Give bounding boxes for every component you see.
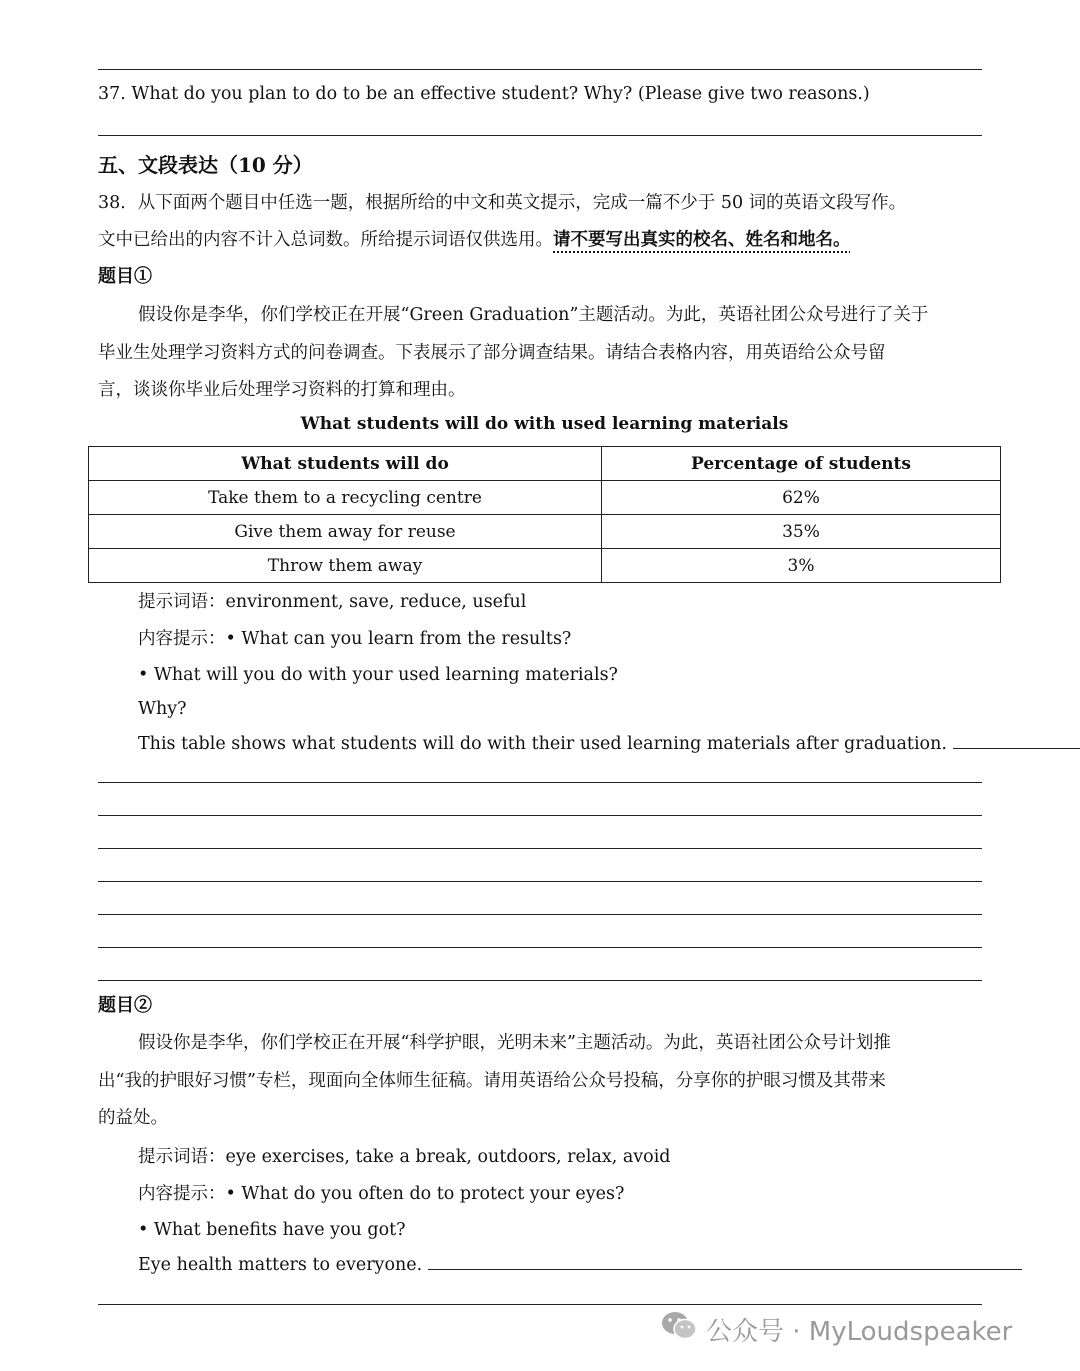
topic-2-starter xyxy=(138,1251,1022,1277)
topic-2-hint-words: 提示词语：eye exercises, take a break, outdoors, relax, avoid xyxy=(138,1147,671,1167)
table-cell: Take them to a recycling centre xyxy=(89,481,602,515)
instruction-text: 文中已给出的内容不计入总词数。所给提示词语仅供选用。 xyxy=(98,230,553,250)
writing-line[interactable] xyxy=(98,848,982,849)
warning-text: 请不要写出真实的校名、姓名和地名。 xyxy=(553,230,851,250)
table-title: What students will do with used learning materials xyxy=(300,414,789,434)
writing-line[interactable] xyxy=(98,947,982,948)
wechat-icon xyxy=(660,1310,698,1349)
section-title: 五、文段表达（10 分） xyxy=(98,153,313,177)
question-37: 37. What do you plan to do to be an effective student? Why? (Please give two reasons.) xyxy=(98,84,870,104)
writing-line[interactable] xyxy=(98,1304,982,1305)
topic-2-content-hint: 内容提示：• What do you often do to protect your eyes? xyxy=(138,1184,625,1204)
topic-1-starter xyxy=(138,730,1080,756)
topic-1-hint-words: 提示词语：environment, save, reduce, useful xyxy=(138,592,527,612)
table-cell: 35% xyxy=(602,515,1001,549)
topic-2-bullet: • What benefits have you got? xyxy=(138,1220,406,1240)
table-cell: 3% xyxy=(602,549,1001,583)
writing-line[interactable] xyxy=(98,782,982,783)
writing-blank[interactable] xyxy=(428,1251,1022,1270)
topic-1-bullet-why: Why? xyxy=(138,699,187,719)
topic-2-para-line1: 假设你是李华，你们学校正在开展“科学护眼，光明未来”主题活动。为此，英语社团公众号计划推 xyxy=(138,1033,891,1053)
table-cell: 62% xyxy=(602,481,1001,515)
topic-1-para-line2: 毕业生处理学习资料方式的问卷调查。下表展示了部分调查结果。请结合表格内容，用英语给公众号留 xyxy=(98,343,886,363)
watermark-text: 公众号 · MyLoudspeaker xyxy=(706,1317,1013,1347)
writing-line[interactable] xyxy=(98,815,982,816)
writing-line[interactable] xyxy=(98,914,982,915)
starter-sentence: Eye health matters to everyone. xyxy=(138,1255,423,1275)
table-header-cell: Percentage of students xyxy=(602,447,1001,481)
table-cell: Give them away for reuse xyxy=(89,515,602,549)
topic-1-content-hint: 内容提示：• What can you learn from the results? xyxy=(138,629,572,649)
survey-table xyxy=(88,446,1001,583)
topic-2-label: 题目② xyxy=(98,995,152,1016)
topic-1-para-line1: 假设你是李华，你们学校正在开展“Green Graduation”主题活动。为此，英语社团公众号进行了关于 xyxy=(138,305,929,325)
table-row xyxy=(89,549,1001,583)
table-cell: Throw them away xyxy=(89,549,602,583)
question-38-line1: 38．从下面两个题目中任选一题，根据所给的中文和英文提示，完成一篇不少于 50 词的英语文段写作。 xyxy=(98,193,907,213)
writing-line[interactable] xyxy=(98,980,982,981)
starter-sentence: This table shows what students will do with their used learning materials after graduation. xyxy=(138,734,947,754)
topic-2-para-line2: 出“我的护眼好习惯”专栏，现面向全体师生征稿。请用英语给公众号投稿，分享你的护眼习惯及其带来 xyxy=(98,1071,886,1091)
watermark xyxy=(660,1310,1012,1349)
answer-line xyxy=(98,135,982,136)
table-header-row xyxy=(89,447,1001,481)
topic-2-para-line3: 的益处。 xyxy=(98,1108,168,1128)
writing-blank[interactable] xyxy=(953,730,1080,749)
table-row xyxy=(89,515,1001,549)
topic-1-bullet: • What will you do with your used learning materials? xyxy=(138,665,618,685)
answer-line xyxy=(98,69,982,70)
topic-1-label: 题目① xyxy=(98,266,152,287)
topic-1-para-line3: 言，谈谈你毕业后处理学习资料的打算和理由。 xyxy=(98,380,466,400)
question-38-line2 xyxy=(98,228,851,252)
table-row xyxy=(89,481,1001,515)
table-header-cell: What students will do xyxy=(89,447,602,481)
writing-line[interactable] xyxy=(98,881,982,882)
